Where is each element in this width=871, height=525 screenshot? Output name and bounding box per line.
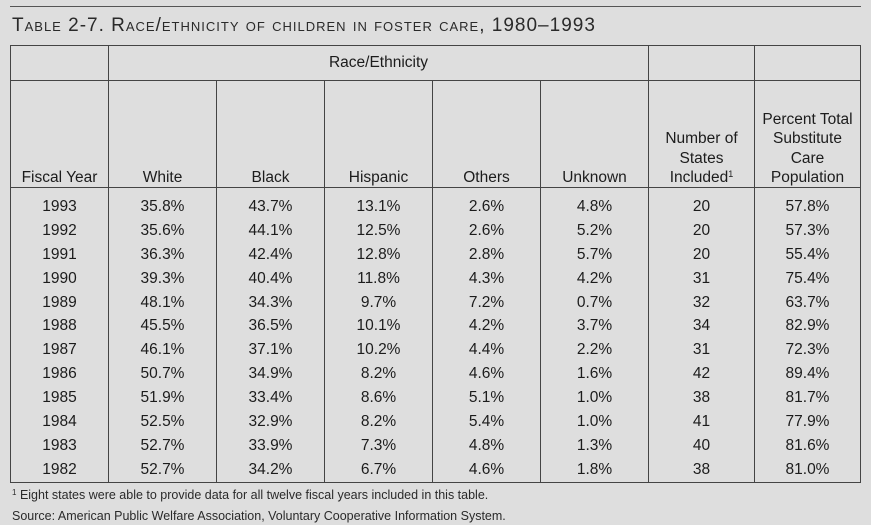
race-ethnicity-header: Race/Ethnicity [109,46,649,81]
cell-percent-total: 72.3% [755,338,861,362]
cell-unknown: 4.8% [541,188,649,219]
cell-percent-total: 81.6% [755,434,861,458]
cell-black: 37.1% [217,338,325,362]
cell-fiscal-year: 1992 [11,218,109,242]
cell-fiscal-year: 1993 [11,188,109,219]
table-row [11,362,861,386]
cell-hispanic: 10.2% [325,338,433,362]
cell-percent-total: 57.3% [755,218,861,242]
cell-white: 36.3% [109,242,217,266]
table-row [11,458,861,483]
cell-others: 5.1% [433,386,541,410]
cell-percent-total: 77.9% [755,410,861,434]
col-header-fiscal-year: Fiscal Year [11,80,109,188]
cell-fiscal-year: 1987 [11,338,109,362]
cell-unknown: 0.7% [541,290,649,314]
footnote [12,488,488,502]
col-header-others: Others [433,80,541,188]
cell-black: 40.4% [217,266,325,290]
cell-others: 4.2% [433,314,541,338]
col-header-unknown: Unknown [541,80,649,188]
cell-white: 35.8% [109,188,217,219]
cell-black: 33.4% [217,386,325,410]
table-body [11,188,861,483]
cell-hispanic: 12.5% [325,218,433,242]
cell-others: 4.4% [433,338,541,362]
cell-hispanic: 8.2% [325,410,433,434]
cell-states-included: 31 [649,338,755,362]
cell-fiscal-year: 1986 [11,362,109,386]
cell-others: 2.6% [433,218,541,242]
cell-black: 32.9% [217,410,325,434]
cell-percent-total: 89.4% [755,362,861,386]
cell-black: 34.2% [217,458,325,483]
cell-others: 4.8% [433,434,541,458]
foster-care-table [10,45,861,483]
table-row [11,314,861,338]
cell-others: 2.6% [433,188,541,219]
col-header-hispanic: Hispanic [325,80,433,188]
cell-hispanic: 10.1% [325,314,433,338]
states-header-line: States [679,149,724,167]
column-header-row [11,80,861,188]
cell-hispanic: 7.3% [325,434,433,458]
cell-others: 4.6% [433,458,541,483]
cell-fiscal-year: 1982 [11,458,109,483]
table-row [11,218,861,242]
cell-states-included: 20 [649,218,755,242]
cell-percent-total: 81.7% [755,386,861,410]
cell-white: 50.7% [109,362,217,386]
cell-unknown: 1.0% [541,386,649,410]
cell-unknown: 5.7% [541,242,649,266]
cell-others: 2.8% [433,242,541,266]
cell-hispanic: 9.7% [325,290,433,314]
cell-hispanic: 8.2% [325,362,433,386]
cell-others: 4.6% [433,362,541,386]
cell-unknown: 1.3% [541,434,649,458]
cell-states-included: 38 [649,386,755,410]
cell-others: 5.4% [433,410,541,434]
percent-header-line: Population [770,168,845,186]
cell-black: 43.7% [217,188,325,219]
table-title: Table 2-7. Race/ethnicity of children in foster care, 1980–1993 [12,15,596,36]
cell-fiscal-year: 1991 [11,242,109,266]
cell-hispanic: 12.8% [325,242,433,266]
table-row [11,188,861,219]
cell-unknown: 5.2% [541,218,649,242]
cell-fiscal-year: 1985 [11,386,109,410]
cell-percent-total: 63.7% [755,290,861,314]
source-note: Source: American Public Welfare Association, Voluntary Cooperative Information System. [12,509,506,523]
cell-black: 44.1% [217,218,325,242]
cell-states-included: 32 [649,290,755,314]
cell-states-included: 40 [649,434,755,458]
cell-states-included: 20 [649,188,755,219]
cell-black: 42.4% [217,242,325,266]
cell-hispanic: 13.1% [325,188,433,219]
cell-white: 52.7% [109,458,217,483]
col-header-black: Black [217,80,325,188]
cell-black: 36.5% [217,314,325,338]
cell-black: 34.3% [217,290,325,314]
cell-others: 4.3% [433,266,541,290]
cell-states-included: 31 [649,266,755,290]
cell-hispanic: 6.7% [325,458,433,483]
cell-unknown: 1.8% [541,458,649,483]
cell-percent-total: 57.8% [755,188,861,219]
footnote-marker: 1 [12,488,17,497]
cell-fiscal-year: 1983 [11,434,109,458]
cell-fiscal-year: 1988 [11,314,109,338]
col-header-white: White [109,80,217,188]
cell-white: 52.5% [109,410,217,434]
cell-percent-total: 55.4% [755,242,861,266]
states-header-line: Number of [665,130,738,148]
cell-states-included: 38 [649,458,755,483]
cell-unknown: 4.2% [541,266,649,290]
cell-percent-total: 82.9% [755,314,861,338]
cell-fiscal-year: 1984 [11,410,109,434]
footnote-marker: 1 [728,168,734,179]
group-header-empty [649,46,755,81]
cell-black: 33.9% [217,434,325,458]
group-header-row [11,46,861,81]
cell-percent-total: 75.4% [755,266,861,290]
cell-others: 7.2% [433,290,541,314]
percent-header-line: Care [790,149,825,167]
cell-black: 34.9% [217,362,325,386]
cell-unknown: 1.0% [541,410,649,434]
table-row [11,386,861,410]
cell-unknown: 1.6% [541,362,649,386]
cell-white: 52.7% [109,434,217,458]
table-row [11,338,861,362]
footnote-text: Eight states were able to provide data for all twelve fiscal years included in this table. [19,488,489,502]
table-row [11,242,861,266]
cell-white: 46.1% [109,338,217,362]
group-header-empty [755,46,861,81]
cell-states-included: 20 [649,242,755,266]
cell-hispanic: 8.6% [325,386,433,410]
cell-states-included: 34 [649,314,755,338]
top-rule [10,6,861,7]
percent-header-line: Substitute [773,130,842,148]
cell-fiscal-year: 1990 [11,266,109,290]
cell-fiscal-year: 1989 [11,290,109,314]
cell-states-included: 41 [649,410,755,434]
states-header-line: Included [669,168,729,186]
cell-white: 39.3% [109,266,217,290]
cell-white: 48.1% [109,290,217,314]
table-row [11,410,861,434]
cell-unknown: 3.7% [541,314,649,338]
group-header-empty [11,46,109,81]
cell-states-included: 42 [649,362,755,386]
cell-white: 51.9% [109,386,217,410]
table-row [11,290,861,314]
percent-header-line: Percent Total [762,110,853,128]
cell-hispanic: 11.8% [325,266,433,290]
cell-unknown: 2.2% [541,338,649,362]
cell-percent-total: 81.0% [755,458,861,483]
cell-white: 35.6% [109,218,217,242]
col-header-percent-total [755,80,861,188]
cell-white: 45.5% [109,314,217,338]
table-row [11,266,861,290]
table-row [11,434,861,458]
col-header-states-included [649,80,755,188]
